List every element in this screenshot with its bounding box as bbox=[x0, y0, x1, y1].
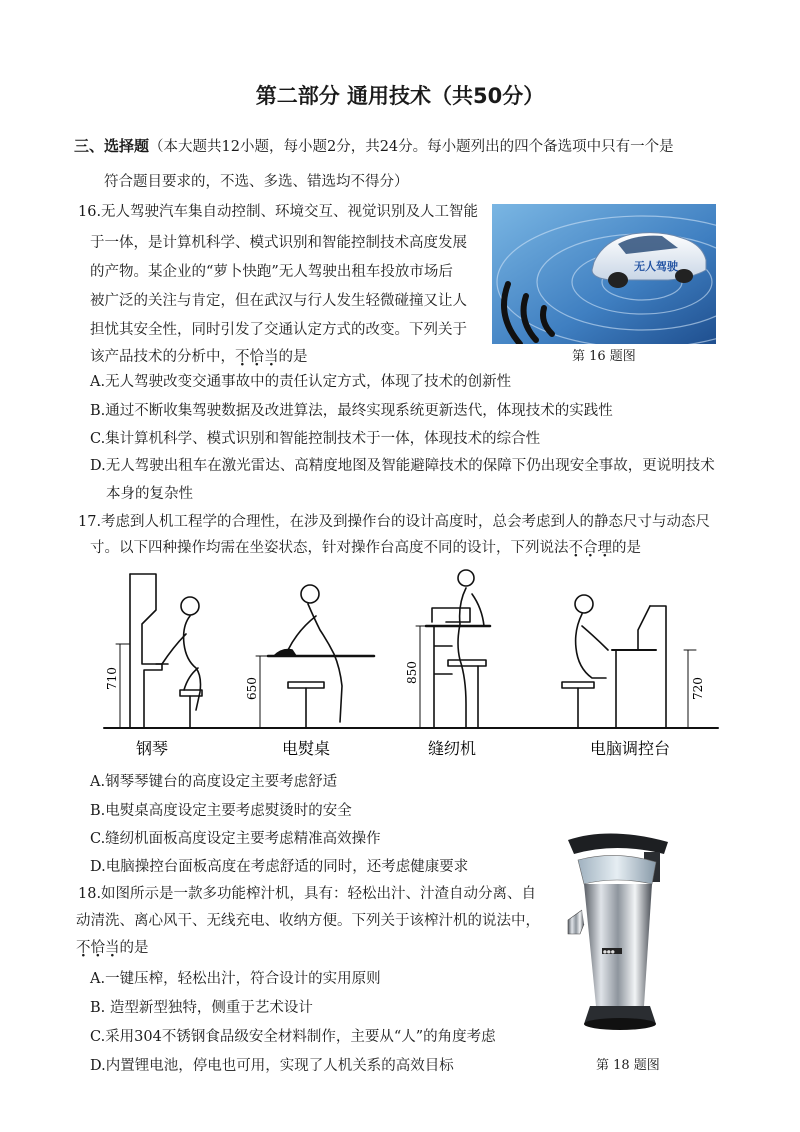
q17-figure bbox=[96, 564, 726, 764]
piano-workstation bbox=[116, 574, 202, 728]
car-logo-text: 无人驾驶 bbox=[634, 260, 678, 273]
q16-stem-line-3: 的产物。某企业的“萝卜快跑”无人驾驶出租车投放市场后 bbox=[90, 264, 453, 280]
q16-option-d-line-1: D.无人驾驶出租车在激光雷达、高精度地图及智能避障技术的保障下仍出现安全事故，更说明技术 bbox=[90, 458, 715, 474]
q17-option-b: B.电熨桌高度设定主要考虑熨烫时的安全 bbox=[90, 803, 352, 819]
section-intro-1: （本大题共12小题，每小题2分，共24分。每小题列出的四个备选项中只有一个是 bbox=[149, 139, 674, 155]
sewing-machine-workstation bbox=[416, 570, 490, 728]
q18-caption: 第 18 题图 bbox=[596, 1058, 660, 1073]
q18-stem-line-1: 18.如图所示是一款多功能榨汁机，具有：轻松出汁、汁渣自动分离、自 bbox=[78, 886, 537, 902]
juicer-illustration bbox=[560, 824, 680, 1044]
q16-figure bbox=[492, 204, 716, 344]
console-height-label: 720 bbox=[691, 677, 705, 700]
q16-stem-line-2: 于一体，是计算机科学、模式识别和智能控制技术高度发展 bbox=[90, 235, 467, 251]
q18-figure bbox=[560, 824, 680, 1044]
ironing-height-label: 650 bbox=[245, 677, 259, 700]
q18-option-c: C.采用304不锈钢食品级安全材料制作，主要从“人”的角度考虑 bbox=[90, 1029, 496, 1045]
section-intro-2: 符合题目要求的，不选、多选、错选均不得分） bbox=[104, 174, 409, 190]
q18-stem-line-3: 不恰当的是 bbox=[76, 940, 149, 956]
piano-label: 钢琴 bbox=[136, 739, 169, 758]
sewing-machine-label: 缝纫机 bbox=[428, 739, 477, 758]
q18-option-a: A.一键压榨，轻松出汁，符合设计的实用原则 bbox=[90, 971, 381, 987]
q16-stem-line-1: 16.无人驾驶汽车集自动控制、环境交互、视觉识别及人工智能 bbox=[78, 204, 479, 220]
q17-stem-line-1: 17.考虑到人机工程学的合理性，在涉及到操作台的设计高度时，总会考虑到人的静态尺寸与动态尺 bbox=[78, 514, 711, 530]
q16-option-a: A.无人驾驶改变交通事故中的责任认定方式，体现了技术的创新性 bbox=[90, 374, 512, 390]
q16-option-d-line-2: 本身的复杂性 bbox=[106, 486, 193, 502]
q18-option-b: B. 造型新型独特，侧重于艺术设计 bbox=[90, 1000, 313, 1016]
ironing-table-label: 电熨桌 bbox=[282, 739, 331, 758]
q16-option-b: B.通过不断收集驾驶数据及改进算法，最终实现系统更新迭代，体现技术的实践性 bbox=[90, 403, 613, 419]
q17-option-c: C.缝纫机面板高度设定主要考虑精准高效操作 bbox=[90, 831, 381, 847]
ironing-table-workstation bbox=[256, 585, 374, 728]
q17-stem-line-2: 寸。以下四种操作均需在坐姿状态，针对操作台高度不同的设计，下列说法不合理的是 bbox=[90, 540, 641, 556]
computer-console-label: 电脑调控台 bbox=[590, 739, 671, 758]
q16-stem-line-5: 担忧其安全性，同时引发了交通认定方式的改变。下列关于 bbox=[90, 322, 467, 338]
section-intro-line-1 bbox=[74, 136, 674, 157]
piano-height-label: 710 bbox=[105, 667, 119, 690]
svg-text:●●●: ●●● bbox=[603, 950, 615, 955]
autonomous-car-illustration bbox=[492, 204, 716, 344]
q18-stem-line-2: 动清洗、离心风干、无线充电、收纳方便。下列关于该榨汁机的说法中， bbox=[76, 913, 540, 929]
page-title: 第二部分 通用技术（共50分） bbox=[255, 84, 545, 108]
q16-caption: 第 16 题图 bbox=[572, 349, 636, 364]
sewing-height-label: 850 bbox=[405, 661, 419, 684]
computer-console-workstation bbox=[562, 595, 696, 728]
section-heading: 三、选择题 bbox=[74, 137, 150, 155]
q17-option-a: A.钢琴琴键台的高度设定主要考虑舒适 bbox=[90, 774, 338, 790]
q16-option-c: C.集计算机科学、模式识别和智能控制技术于一体，体现技术的综合性 bbox=[90, 431, 541, 447]
q16-stem-line-4: 被广泛的关注与肯定，但在武汉与行人发生轻微碰撞又让人 bbox=[90, 293, 467, 309]
q17-option-d: D.电脑操控台面板高度在考虑舒适的同时，还考虑健康要求 bbox=[90, 859, 469, 875]
q18-option-d: D.内置锂电池，停电也可用，实现了人机关系的高效目标 bbox=[90, 1058, 454, 1074]
q16-stem-line-6: 该产品技术的分析中，不恰当的是 bbox=[90, 349, 308, 365]
